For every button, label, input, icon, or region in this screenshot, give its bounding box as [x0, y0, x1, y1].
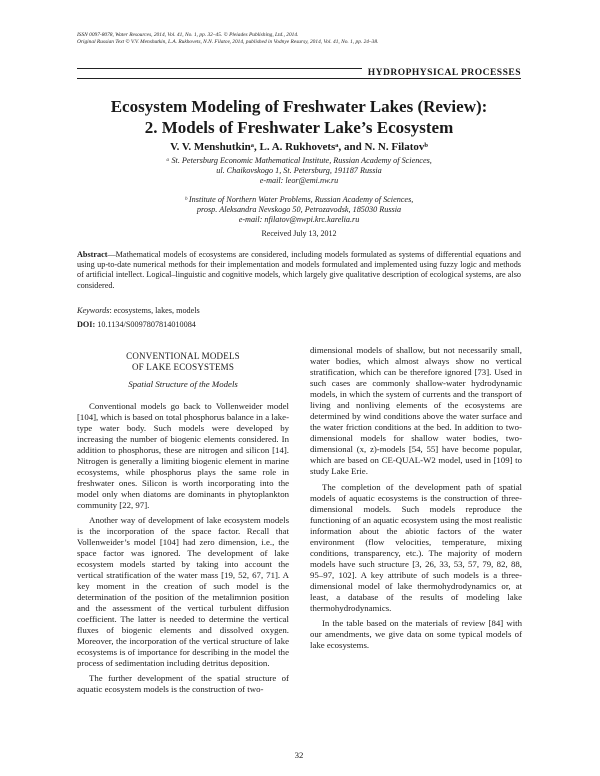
- subsection-title: Spatial Structure of the Models: [128, 379, 238, 389]
- paragraph: Conventional models go back to Vollenweider model [104], which is based on total phosphorus balance in a lake-type water body. Such models were developed by increasing the number of biogenic elements considered. In addition to phosphorus, these are nitrogen and silicon [14]. Nitrogen is generally a limiting biogenic element in marine ecosystems, while phosphorus plays the same role in freshwater ones. Silicon is worth incorporating into the model only when diatoms are dominants in phytoplankton community [22, 97].: [77, 401, 289, 510]
- keywords-text: : ecosystems, lakes, models: [109, 306, 200, 315]
- paragraph: Another way of development of lake ecosystem models is the incorporation of the space factor. Recall that Vollenweider’s model [104] had zero dimension, i.e., the space factor was ignored. The development of lake ecosystem models started by taking into account the vertical stratification of the water mass [19, 52, 67, 71]. A key moment in the creation of such model is the determination of the position of the metalimnion position and the assessment of the vertical turbulent diffusion coefficient. The latter is needed to determine the vertical fluxes of biogenic elements and dissolved oxygen. Moreover, the incorporation of the vertical structure of lake ecosystems is of importance for describing in the model the process of sedimentation including detritus deposition.: [77, 515, 289, 668]
- page-number: 32: [294, 750, 304, 760]
- affiliation-a: [77, 156, 521, 186]
- title-line-1: Ecosystem Modeling of Freshwater Lakes (Review):: [110, 97, 488, 116]
- title-line-2: 2. Models of Freshwater Lake’s Ecosystem: [144, 118, 454, 137]
- article-title: [77, 96, 521, 138]
- affiliation-a-email: e-mail: leor@emi.nw.ru: [259, 176, 339, 185]
- doi: [77, 320, 521, 330]
- doi-label: DOI:: [77, 320, 96, 329]
- journal-meta-line: ISSN 0097-8078, Water Resources, 2014, Vol. 41, No. 1, pp. 32–45. © Pleiades Publishing, Ltd., 2014.: [77, 32, 299, 38]
- paragraph: The further development of the spatial structure of aquatic ecosystem models is the construction of two-: [77, 673, 289, 694]
- section-heading: [77, 67, 521, 79]
- right-column: [310, 345, 522, 655]
- paragraph: In the table based on the materials of review [84] with our amendments, we give data on some typical models of lake ecosystems.: [310, 618, 522, 650]
- paragraph: dimensional models of shallow, but not necessarily small, water bodies, which almost always show no vertical stratification, which can be therefore ignored [73]. Used in such cases are commonly shallow-water hydrodynamic models, in which the system of currents and the transport of living and nonliving elements of the ecosystems are determined by wind conditions above the water surface and the water friction conditions at the bed. In addition to two-dimensional models for shallow water bodies, two-dimensional (x, z)-models [54, 55] have become popular, which are based on CE-QUAL-W2 model, used in [109] to study Lake Erie.: [310, 345, 522, 476]
- keywords-label: Keywords: [77, 306, 110, 315]
- section-title: [77, 351, 289, 373]
- section-title-line-2: OF LAKE ECOSYSTEMS: [131, 362, 235, 372]
- affiliation-b-line-1: ᵇ Institute of Northern Water Problems, Russian Academy of Sciences,: [184, 195, 414, 204]
- section-title-line-1: CONVENTIONAL MODELS: [126, 351, 240, 361]
- author-list: V. V. Menshutkinᵃ, L. A. Rukhovetsᵃ, and N. N. Filatovᵇ: [170, 141, 428, 153]
- keywords: [77, 306, 521, 316]
- received-date: Received July 13, 2012: [261, 229, 337, 238]
- abstract: [77, 250, 521, 291]
- section-heading-text: HYDROPHYSICAL PROCESSES: [362, 68, 521, 78]
- affiliation-b: [77, 195, 521, 225]
- affiliation-a-line-2: ul. Chaikovskogo 1, St. Petersburg, 191187 Russia: [216, 166, 382, 175]
- affiliation-b-email: e-mail: nfilatov@nwpi.krc.karelia.ru: [238, 215, 360, 224]
- affiliation-b-line-2: prosp. Aleksandra Nevskogo 50, Petrozavodsk, 185030 Russia: [196, 205, 402, 214]
- left-column: [77, 345, 289, 699]
- paragraph: The completion of the development path of spatial models of aquatic ecosystems is the construction of three-dimensional models. Such models reproduce the functioning of an aquatic ecosystem using the most realistic information about the abiotic factors of the water environment (flow velocities, temperature, mixing conditions, transparency, etc.). The majority of modern models have such structure [3, 26, 33, 53, 57, 79, 82, 88, 95–97, 102]. A key attribute of such models is a three-dimensional model of lake thermohydrodynamics or, at least, a database of the results of modeling lake thermohydrodynamics.: [310, 482, 522, 613]
- affiliation-a-line-1: ᵃ St. Petersburg Economic Mathematical Institute, Russian Academy of Sciences,: [166, 156, 432, 165]
- abstract-label: Abstract: [77, 250, 108, 259]
- original-text-meta-line: Original Russian Text © V.V. Menshutkin, L.A. Rukhovets, N.N. Filatov, 2014, published in Vodnye Resursy, 2014, Vol. 41, No. 1, pp. 24–38.: [77, 39, 379, 45]
- abstract-text: —Mathematical models of ecosystems are considered, including models formulated as systems of differential equations and using up-to-date numerical methods for their implementation and models formulated and implemented using fuzzy logic and methods of artificial intellect. Logical–linguistic and cognitive models, which largely give qualitative description of ecological systems, are also considered.: [77, 250, 521, 290]
- doi-value: 10.1134/S0097807814010084: [97, 320, 196, 329]
